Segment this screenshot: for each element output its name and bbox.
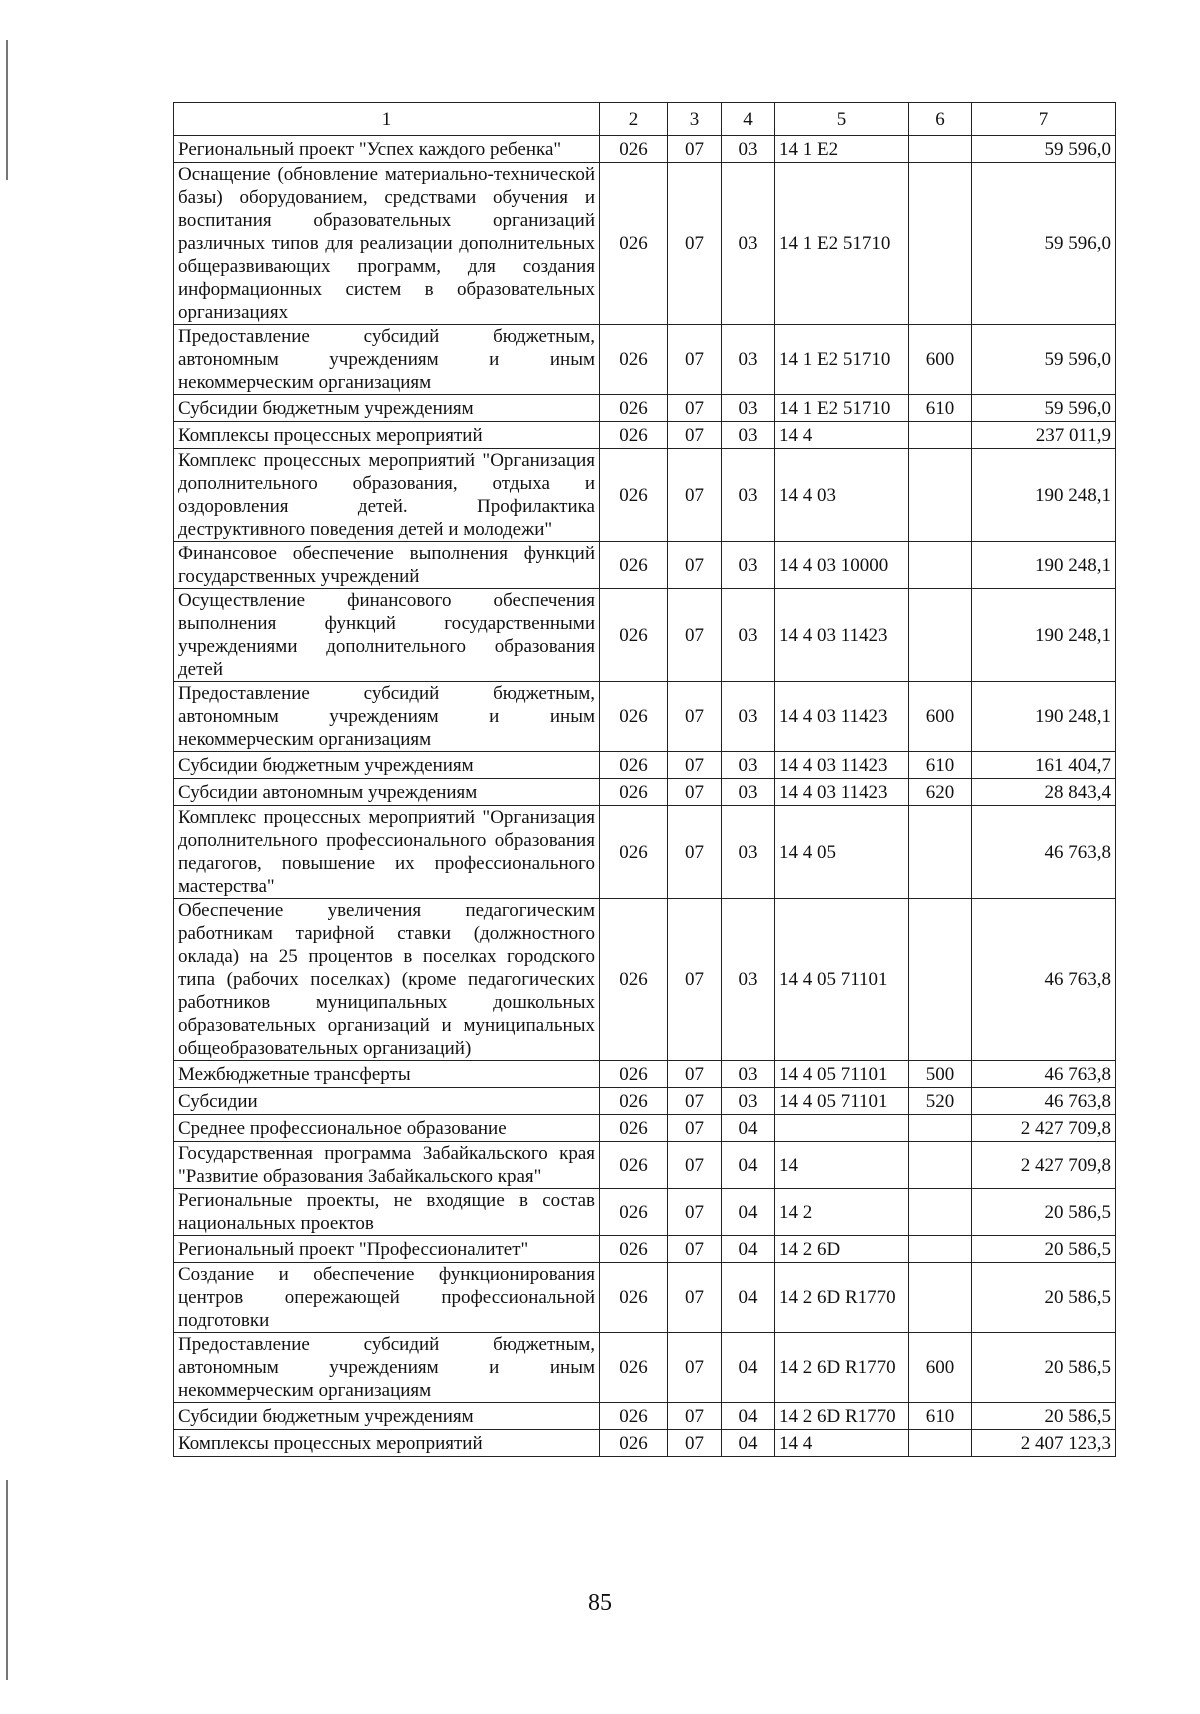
ministry-code-cell: 026 <box>600 779 668 806</box>
expense-type-cell <box>909 1115 972 1142</box>
section-code-cell: 07 <box>668 1263 722 1333</box>
budget-table <box>173 102 1116 1457</box>
header-col-5: 5 <box>775 103 909 136</box>
row-name-cell: Субсидии бюджетным учреждениям <box>174 1403 600 1430</box>
ministry-code-cell: 026 <box>600 752 668 779</box>
section-code-cell: 07 <box>668 1189 722 1236</box>
target-article-cell: 14 4 <box>775 1430 909 1457</box>
ministry-code-cell: 026 <box>600 163 668 325</box>
row-name-cell: Межбюджетные трансферты <box>174 1061 600 1088</box>
subsection-code-cell: 03 <box>722 682 775 752</box>
row-name-cell: Комплекс процессных мероприятий "Организация дополнительного образования, отдыха и оздоровления детей. Профилактика деструктивного поведения детей и молодежи" <box>174 449 600 542</box>
section-code-cell: 07 <box>668 136 722 163</box>
ministry-code-cell: 026 <box>600 395 668 422</box>
ministry-code-cell: 026 <box>600 899 668 1061</box>
subsection-code-cell: 03 <box>722 449 775 542</box>
table-row <box>174 806 1116 899</box>
row-name-cell: Субсидии бюджетным учреждениям <box>174 395 600 422</box>
row-name-cell: Субсидии автономным учреждениям <box>174 779 600 806</box>
amount-cell: 20 586,5 <box>972 1263 1116 1333</box>
subsection-code-cell: 03 <box>722 589 775 682</box>
table-row <box>174 1430 1116 1457</box>
table-row <box>174 1061 1116 1088</box>
section-code-cell: 07 <box>668 325 722 395</box>
expense-type-cell <box>909 422 972 449</box>
section-code-cell: 07 <box>668 1236 722 1263</box>
ministry-code-cell: 026 <box>600 1333 668 1403</box>
amount-cell: 20 586,5 <box>972 1189 1116 1236</box>
subsection-code-cell: 03 <box>722 779 775 806</box>
target-article-cell: 14 4 03 11423 <box>775 682 909 752</box>
target-article-cell: 14 2 6D <box>775 1236 909 1263</box>
table-row <box>174 395 1116 422</box>
ministry-code-cell: 026 <box>600 325 668 395</box>
section-code-cell: 07 <box>668 163 722 325</box>
subsection-code-cell: 04 <box>722 1263 775 1333</box>
ministry-code-cell: 026 <box>600 1403 668 1430</box>
section-code-cell: 07 <box>668 1403 722 1430</box>
subsection-code-cell: 03 <box>722 136 775 163</box>
subsection-code-cell: 04 <box>722 1115 775 1142</box>
amount-cell: 20 586,5 <box>972 1403 1116 1430</box>
table-row <box>174 1333 1116 1403</box>
amount-cell: 46 763,8 <box>972 1061 1116 1088</box>
table-row <box>174 136 1116 163</box>
section-code-cell: 07 <box>668 1333 722 1403</box>
row-name-cell: Субсидии <box>174 1088 600 1115</box>
target-article-cell: 14 4 03 11423 <box>775 752 909 779</box>
target-article-cell: 14 4 05 <box>775 806 909 899</box>
amount-cell: 59 596,0 <box>972 136 1116 163</box>
row-name-cell: Обеспечение увеличения педагогическим работникам тарифной ставки (должностного оклада) на 25 процентов в поселках городского типа (рабочих поселках) (кроме педагогических работников муниципальных дошкольных образовательных организаций и муниципальных общеобразовательных организаций) <box>174 899 600 1061</box>
section-code-cell: 07 <box>668 899 722 1061</box>
amount-cell: 2 427 709,8 <box>972 1115 1116 1142</box>
section-code-cell: 07 <box>668 395 722 422</box>
amount-cell: 237 011,9 <box>972 422 1116 449</box>
amount-cell: 190 248,1 <box>972 449 1116 542</box>
amount-cell: 28 843,4 <box>972 779 1116 806</box>
ministry-code-cell: 026 <box>600 1263 668 1333</box>
row-name-cell: Предоставление субсидий бюджетным, автономным учреждениям и иным некоммерческим организациям <box>174 325 600 395</box>
ministry-code-cell: 026 <box>600 682 668 752</box>
target-article-cell: 14 2 6D R1770 <box>775 1403 909 1430</box>
section-code-cell: 07 <box>668 1142 722 1189</box>
section-code-cell: 07 <box>668 752 722 779</box>
table-row <box>174 325 1116 395</box>
amount-cell: 20 586,5 <box>972 1333 1116 1403</box>
table-row <box>174 1115 1116 1142</box>
scan-edge-line <box>6 40 8 180</box>
amount-cell: 46 763,8 <box>972 899 1116 1061</box>
expense-type-cell <box>909 899 972 1061</box>
page-number: 85 <box>588 1590 612 1616</box>
amount-cell: 190 248,1 <box>972 589 1116 682</box>
target-article-cell: 14 4 03 11423 <box>775 589 909 682</box>
expense-type-cell <box>909 1430 972 1457</box>
ministry-code-cell: 026 <box>600 542 668 589</box>
ministry-code-cell: 026 <box>600 1061 668 1088</box>
header-col-7: 7 <box>972 103 1116 136</box>
table-row <box>174 542 1116 589</box>
row-name-cell: Региональный проект "Успех каждого ребенка" <box>174 136 600 163</box>
row-name-cell: Оснащение (обновление материально-технической базы) оборудованием, средствами обучения и воспитания образовательных организаций различных типов для реализации дополнительных общеразвивающих программ, для создания информационных систем в образовательных организациях <box>174 163 600 325</box>
subsection-code-cell: 03 <box>722 395 775 422</box>
subsection-code-cell: 03 <box>722 542 775 589</box>
subsection-code-cell: 03 <box>722 325 775 395</box>
section-code-cell: 07 <box>668 779 722 806</box>
expense-type-cell: 620 <box>909 779 972 806</box>
amount-cell: 161 404,7 <box>972 752 1116 779</box>
target-article-cell: 14 2 6D R1770 <box>775 1263 909 1333</box>
expense-type-cell <box>909 542 972 589</box>
table-row <box>174 682 1116 752</box>
header-col-3: 3 <box>668 103 722 136</box>
amount-cell: 20 586,5 <box>972 1236 1116 1263</box>
expense-type-cell <box>909 1263 972 1333</box>
row-name-cell: Комплекс процессных мероприятий "Организация дополнительного профессионального образования педагогов, повышение их профессионального мастерства" <box>174 806 600 899</box>
target-article-cell: 14 2 6D R1770 <box>775 1333 909 1403</box>
target-article-cell: 14 1 E2 51710 <box>775 395 909 422</box>
row-name-cell: Региональные проекты, не входящие в состав национальных проектов <box>174 1189 600 1236</box>
amount-cell: 46 763,8 <box>972 806 1116 899</box>
ministry-code-cell: 026 <box>600 422 668 449</box>
table-row <box>174 1263 1116 1333</box>
target-article-cell: 14 1 E2 <box>775 136 909 163</box>
table-row <box>174 1236 1116 1263</box>
target-article-cell <box>775 1115 909 1142</box>
section-code-cell: 07 <box>668 1115 722 1142</box>
amount-cell: 59 596,0 <box>972 163 1116 325</box>
table-row <box>174 752 1116 779</box>
section-code-cell: 07 <box>668 682 722 752</box>
row-name-cell: Комплексы процессных мероприятий <box>174 1430 600 1457</box>
subsection-code-cell: 03 <box>722 899 775 1061</box>
ministry-code-cell: 026 <box>600 1115 668 1142</box>
amount-cell: 2 427 709,8 <box>972 1142 1116 1189</box>
subsection-code-cell: 03 <box>722 422 775 449</box>
row-name-cell: Создание и обеспечение функционирования центров опережающей профессиональной подготовки <box>174 1263 600 1333</box>
scan-edge-line <box>6 1480 8 1680</box>
target-article-cell: 14 4 03 <box>775 449 909 542</box>
table-row <box>174 1088 1116 1115</box>
subsection-code-cell: 03 <box>722 1061 775 1088</box>
row-name-cell: Государственная программа Забайкальского края "Развитие образования Забайкальского края" <box>174 1142 600 1189</box>
amount-cell: 2 407 123,3 <box>972 1430 1116 1457</box>
target-article-cell: 14 <box>775 1142 909 1189</box>
row-name-cell: Комплексы процессных мероприятий <box>174 422 600 449</box>
expense-type-cell <box>909 1142 972 1189</box>
table-row <box>174 1403 1116 1430</box>
target-article-cell: 14 4 05 71101 <box>775 1061 909 1088</box>
subsection-code-cell: 03 <box>722 1088 775 1115</box>
expense-type-cell <box>909 1189 972 1236</box>
expense-type-cell: 610 <box>909 1403 972 1430</box>
expense-type-cell <box>909 163 972 325</box>
table-header <box>174 103 1116 136</box>
ministry-code-cell: 026 <box>600 1236 668 1263</box>
table-body <box>174 136 1116 1457</box>
amount-cell: 59 596,0 <box>972 395 1116 422</box>
row-name-cell: Региональный проект "Профессионалитет" <box>174 1236 600 1263</box>
subsection-code-cell: 03 <box>722 163 775 325</box>
table-row <box>174 1189 1116 1236</box>
expense-type-cell: 610 <box>909 395 972 422</box>
row-name-cell: Среднее профессиональное образование <box>174 1115 600 1142</box>
row-name-cell: Предоставление субсидий бюджетным, автономным учреждениям и иным некоммерческим организациям <box>174 1333 600 1403</box>
expense-type-cell: 600 <box>909 682 972 752</box>
target-article-cell: 14 4 03 10000 <box>775 542 909 589</box>
header-row <box>174 103 1116 136</box>
amount-cell: 59 596,0 <box>972 325 1116 395</box>
expense-type-cell: 600 <box>909 1333 972 1403</box>
expense-type-cell <box>909 449 972 542</box>
header-col-1: 1 <box>174 103 600 136</box>
ministry-code-cell: 026 <box>600 1430 668 1457</box>
section-code-cell: 07 <box>668 422 722 449</box>
header-col-4: 4 <box>722 103 775 136</box>
section-code-cell: 07 <box>668 589 722 682</box>
table-row <box>174 422 1116 449</box>
row-name-cell: Финансовое обеспечение выполнения функций государственных учреждений <box>174 542 600 589</box>
section-code-cell: 07 <box>668 1061 722 1088</box>
table-row <box>174 449 1116 542</box>
target-article-cell: 14 4 03 11423 <box>775 779 909 806</box>
section-code-cell: 07 <box>668 1430 722 1457</box>
ministry-code-cell: 026 <box>600 449 668 542</box>
expense-type-cell: 610 <box>909 752 972 779</box>
subsection-code-cell: 04 <box>722 1189 775 1236</box>
row-name-cell: Субсидии бюджетным учреждениям <box>174 752 600 779</box>
subsection-code-cell: 04 <box>722 1403 775 1430</box>
table-row <box>174 779 1116 806</box>
ministry-code-cell: 026 <box>600 136 668 163</box>
row-name-cell: Предоставление субсидий бюджетным, автономным учреждениям и иным некоммерческим организациям <box>174 682 600 752</box>
expense-type-cell <box>909 136 972 163</box>
table-row <box>174 899 1116 1061</box>
expense-type-cell <box>909 589 972 682</box>
ministry-code-cell: 026 <box>600 1088 668 1115</box>
expense-type-cell: 600 <box>909 325 972 395</box>
row-name-cell: Осуществление финансового обеспечения выполнения функций государственными учреждениями дополнительного образования детей <box>174 589 600 682</box>
ministry-code-cell: 026 <box>600 589 668 682</box>
target-article-cell: 14 2 <box>775 1189 909 1236</box>
expense-type-cell: 500 <box>909 1061 972 1088</box>
expense-type-cell <box>909 1236 972 1263</box>
ministry-code-cell: 026 <box>600 1189 668 1236</box>
target-article-cell: 14 1 E2 51710 <box>775 163 909 325</box>
ministry-code-cell: 026 <box>600 1142 668 1189</box>
target-article-cell: 14 4 <box>775 422 909 449</box>
subsection-code-cell: 04 <box>722 1430 775 1457</box>
amount-cell: 190 248,1 <box>972 682 1116 752</box>
subsection-code-cell: 04 <box>722 1236 775 1263</box>
target-article-cell: 14 1 E2 51710 <box>775 325 909 395</box>
subsection-code-cell: 04 <box>722 1333 775 1403</box>
table-row <box>174 163 1116 325</box>
header-col-2: 2 <box>600 103 668 136</box>
subsection-code-cell: 03 <box>722 806 775 899</box>
section-code-cell: 07 <box>668 542 722 589</box>
amount-cell: 46 763,8 <box>972 1088 1116 1115</box>
amount-cell: 190 248,1 <box>972 542 1116 589</box>
subsection-code-cell: 03 <box>722 752 775 779</box>
header-col-6: 6 <box>909 103 972 136</box>
section-code-cell: 07 <box>668 806 722 899</box>
target-article-cell: 14 4 05 71101 <box>775 899 909 1061</box>
section-code-cell: 07 <box>668 1088 722 1115</box>
expense-type-cell <box>909 806 972 899</box>
subsection-code-cell: 04 <box>722 1142 775 1189</box>
target-article-cell: 14 4 05 71101 <box>775 1088 909 1115</box>
ministry-code-cell: 026 <box>600 806 668 899</box>
table-row <box>174 589 1116 682</box>
table-row <box>174 1142 1116 1189</box>
section-code-cell: 07 <box>668 449 722 542</box>
expense-type-cell: 520 <box>909 1088 972 1115</box>
